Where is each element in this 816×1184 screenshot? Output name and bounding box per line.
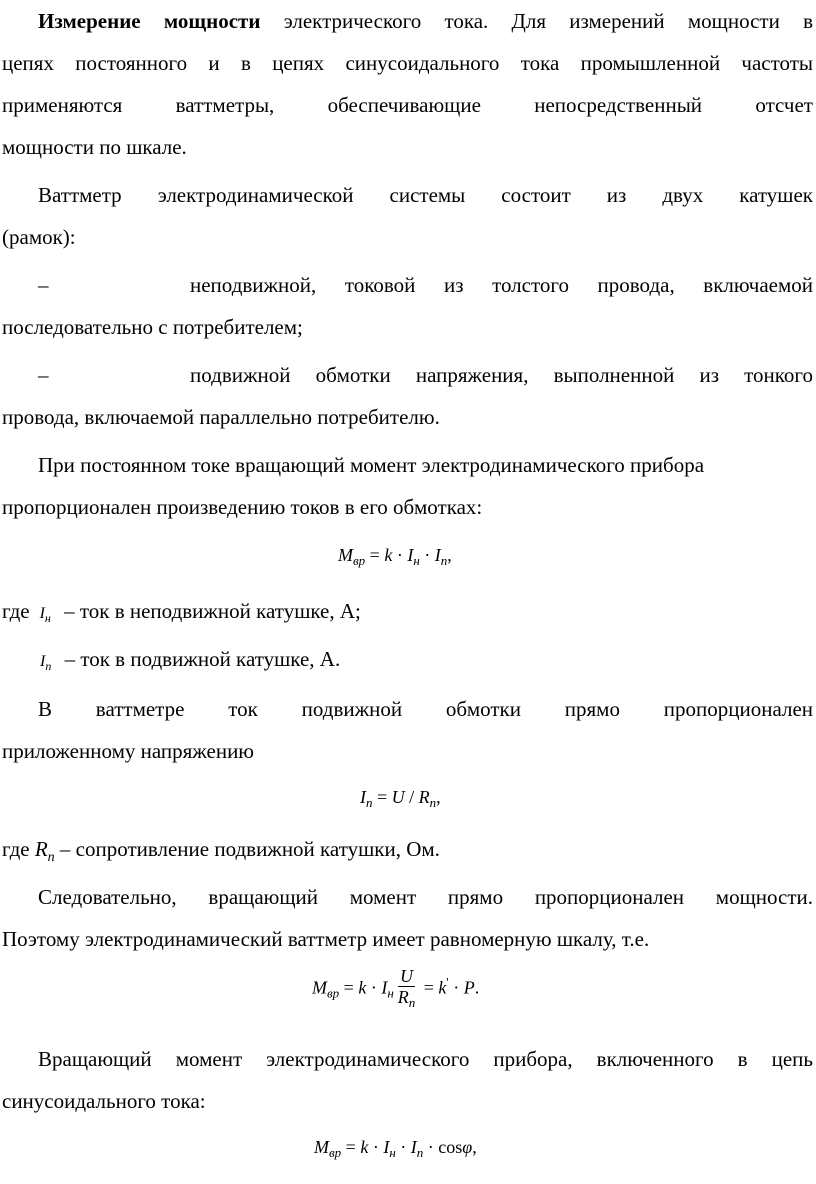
paragraph-3-line-2: пропорционален произведению токов в его обмотках: (2, 495, 483, 519)
where-line-1: где $I_н$ – ток в неподвижной катушке, А; (2, 599, 361, 625)
list-item-1-line-2: последовательно с потребителем; (2, 315, 303, 339)
symbol-r-p: $R_п$ (34, 837, 55, 866)
paragraph-6-line-1: Вращающий момент электродинамического прибора, включенного в цепь (38, 1047, 813, 1071)
formula-current-moving-coil: $I_п = U / R_п$, (360, 787, 441, 810)
paragraph-5-line-2: Поэтому электродинамический ваттметр имеет равномерную шкалу, т.е. (2, 927, 650, 951)
symbol-i-p: $I_п$ (40, 653, 52, 673)
list-item-1-line-1: неподвижной, токовой из толстого провода, включаемой (190, 273, 813, 297)
formula-torque-dc: $M_{вр} = k \cdot I_н \cdot I_п$, (338, 545, 452, 568)
list-item-2-line-2: провода, включаемой параллельно потребителю. (2, 405, 440, 429)
formula-torque-ac: $M_{вр} = k \cdot I_н \cdot I_п \cdot \cos\varphi$, (314, 1137, 477, 1160)
where-line-2: $I_п$ – ток в подвижной катушке, А. (40, 647, 341, 673)
paragraph-1-text: электрического тока. Для измерений мощности в (260, 9, 814, 33)
paragraph-2-line-1: Ваттметр электродинамической системы состоит из двух катушек (38, 183, 813, 207)
heading-power-measurement: Измерение мощности (38, 9, 261, 33)
list-item-2-dash: – (38, 363, 49, 387)
paragraph-4-line-2: приложенному напряжению (2, 739, 254, 763)
paragraph-1-line-4: мощности по шкале. (2, 135, 187, 159)
where-line-3: где $R_п$ – сопротивление подвижной катушки, Ом. (2, 837, 440, 866)
paragraph-1-line-1 (2, 8, 813, 34)
fraction-u-over-r: $\frac{U}{R_п}$ (397, 966, 416, 1010)
paragraph-4-line-1: В ваттметре ток подвижной обмотки прямо пропорционален (38, 697, 813, 721)
list-item-2-line-1: подвижной обмотки напряжения, выполненной из тонкого (190, 363, 813, 387)
paragraph-3-line-1: При постоянном токе вращающий момент электродинамического прибора (38, 453, 705, 477)
formula-torque-proportional-power: $M_{вр} = k \cdot I_н$ $\frac{U}{R_п}$ = k' · P. (312, 966, 479, 1013)
paragraph-1-line-2: цепях постоянного и в цепях синусоидального тока промышленной частоты (2, 51, 813, 75)
paragraph-1-line-3: применяются ваттметры, обеспечивающие непосредственный отсчет (2, 93, 813, 117)
symbol-i-n: $I_н$ (39, 605, 51, 625)
paragraph-2-line-2: (рамок): (2, 225, 76, 249)
paragraph-5-line-1: Следовательно, вращающий момент прямо пропорционален мощности. (38, 885, 813, 909)
list-item-1-dash: – (38, 273, 49, 297)
paragraph-6-line-2: синусоидального тока: (2, 1089, 206, 1113)
